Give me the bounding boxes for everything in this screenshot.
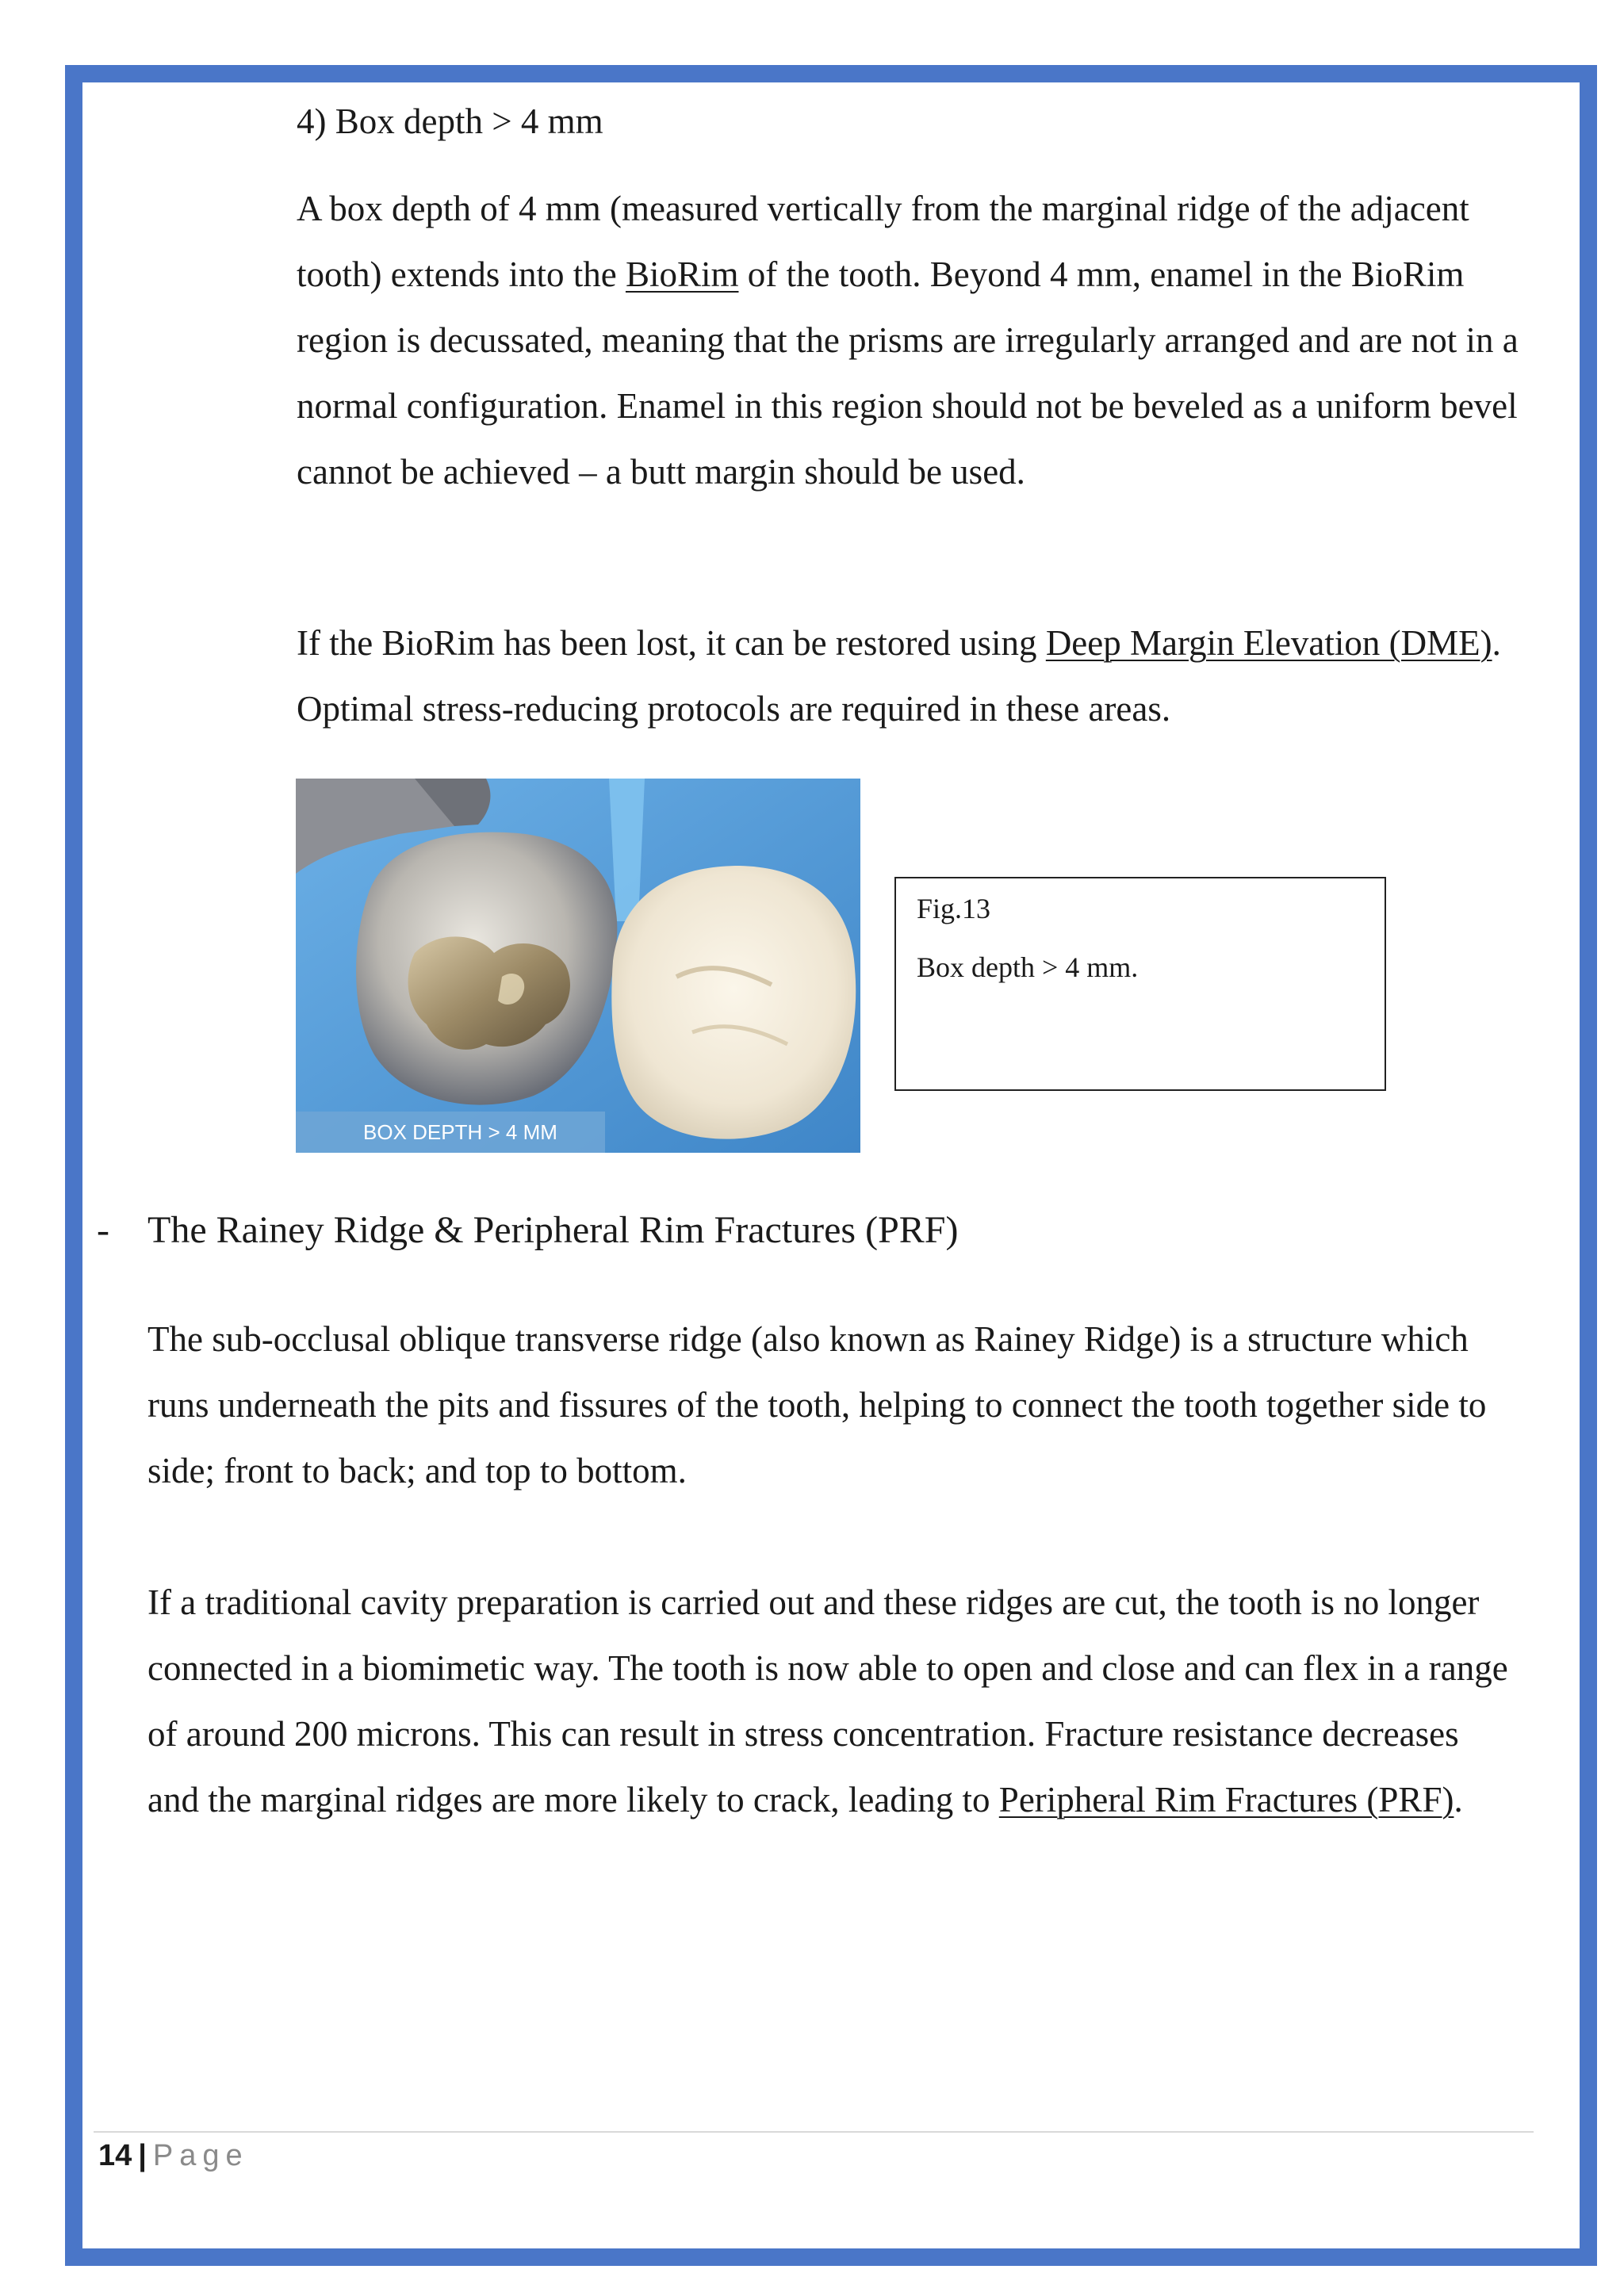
page-label: Page xyxy=(152,2139,249,2172)
paragraph-text: A box depth of 4 mm (measured vertically from the marginal ridge of the adjacent tooth) extends into the xyxy=(297,189,1469,294)
footer-divider xyxy=(94,2131,1534,2133)
paragraph-text: . xyxy=(1454,1780,1463,1820)
paragraph-text: If the BioRim has been lost, it can be restored using xyxy=(297,623,1046,663)
paragraph-text: If a traditional cavity preparation is carried out and these ridges are cut, the tooth is no longer connected in a biomimetic way. The tooth is now able to open and close and can flex in a range of around 200 microns. This can result in stress concentration. Fracture resistance decreases and the marginal ridges are more likely to crack, leading to xyxy=(147,1582,1508,1820)
paragraph-cavity-preparation xyxy=(147,1570,1511,1833)
image-overlay-label: BOX DEPTH > 4 MM xyxy=(363,1120,557,1144)
footer-separator: | xyxy=(138,2139,147,2172)
paragraph-text: of the tooth. Beyond 4 mm, enamel in the BioRim region is decussated, meaning that the prisms are irregularly arranged and are not in a normal configuration. Enamel in this region should not be beveled as a uniform bevel cannot be achieved – a butt margin should be used. xyxy=(297,254,1519,492)
paragraph-rainey-ridge xyxy=(147,1307,1511,1504)
deep-margin-elevation-link[interactable]: Deep Margin Elevation (DME) xyxy=(1045,623,1492,663)
figure-13-photo xyxy=(296,779,860,1153)
page-number: 14 xyxy=(98,2139,132,2172)
paragraph-text: The sub-occlusal oblique transverse ridge (also known as Rainey Ridge) is a structure which runs underneath the pits and fissures of the tooth, helping to connect the tooth together side to side; front to back; and top to bottom. xyxy=(147,1319,1487,1490)
figure-caption-box xyxy=(894,877,1386,1091)
section-heading-rainey-ridge: The Rainey Ridge & Peripheral Rim Fractures (PRF) xyxy=(147,1209,959,1251)
subsection-heading-text: 4) Box depth > 4 mm xyxy=(297,101,603,141)
figure-number: Fig.13 xyxy=(917,893,991,924)
peripheral-rim-fractures-link[interactable]: Peripheral Rim Fractures (PRF) xyxy=(998,1780,1454,1820)
page-footer xyxy=(98,2136,249,2175)
paragraph-biorim-lost xyxy=(297,610,1542,742)
paragraph-box-depth xyxy=(297,176,1542,505)
paragraph-text: . Optimal stress-reducing protocols are required in these areas. xyxy=(297,623,1501,729)
biorim-link[interactable]: BioRim xyxy=(625,254,739,294)
list-bullet: - xyxy=(97,1209,109,1251)
clinical-photo xyxy=(296,779,860,1153)
figure-caption: Box depth > 4 mm. xyxy=(917,951,1139,983)
subsection-heading xyxy=(297,89,1534,155)
